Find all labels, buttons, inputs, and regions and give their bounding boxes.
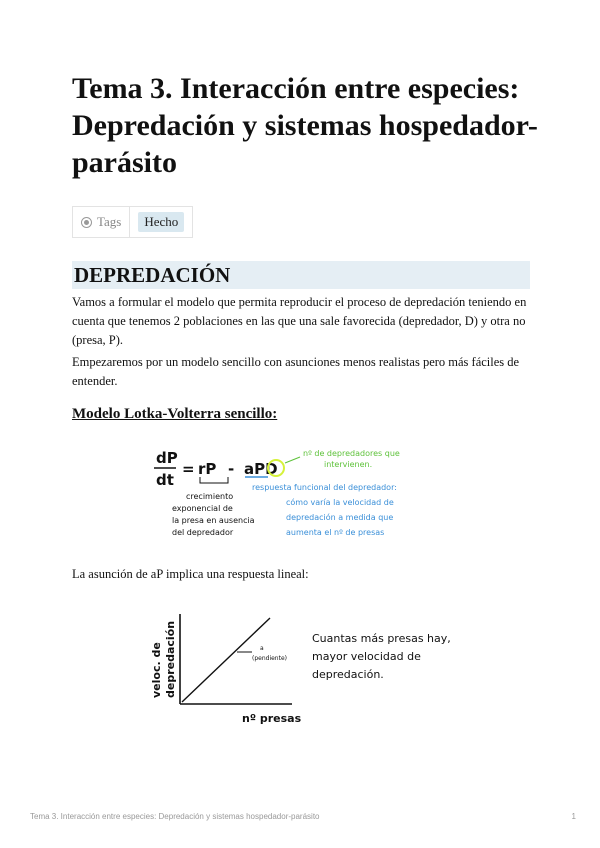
- green-note-line1: nº de depredadores que: [303, 449, 400, 458]
- tags-value: [130, 207, 192, 237]
- page-title: Tema 3. Interacción entre especies: Depredación y sistemas hospedador-parásito: [72, 72, 538, 179]
- green-arrow: [285, 457, 300, 463]
- paragraph-linear-response: La asunción de aP implica una respuesta lineal:: [72, 567, 309, 581]
- term-aPD: aPD: [244, 460, 278, 478]
- blue-note-line2: cómo varía la velocidad de: [286, 498, 394, 507]
- footer-title: Tema 3. Interacción entre especies: Depredación y sistemas hospedador-parásito: [30, 812, 320, 821]
- equation-figure: [148, 443, 448, 551]
- blue-note-line3: depredación a medida que: [286, 513, 394, 522]
- caption-line3: depredación.: [312, 668, 384, 681]
- black-note-line3: la presa en ausencia: [172, 516, 255, 525]
- fraction-denominator: dt: [156, 471, 174, 489]
- minus-sign: -: [228, 460, 235, 478]
- equals-sign: =: [182, 460, 195, 478]
- tag-chip[interactable]: Hecho: [138, 212, 184, 232]
- subheading-lotka-volterra: Modelo Lotka-Volterra sencillo:: [72, 406, 278, 422]
- slope-label-a: a: [260, 645, 264, 652]
- slope-label-pendiente: (pendiente): [252, 655, 287, 662]
- paragraph-simple-model: Empezaremos por un modelo sencillo con asunciones menos realistas pero más fáciles de entender.: [72, 355, 520, 388]
- caption-line1: Cuantas más presas hay,: [312, 632, 451, 645]
- tag-icon: [81, 217, 92, 228]
- paragraph-intro: Vamos a formular el modelo que permita reproducir el proceso de depredación teniendo en cuenta que tenemos 2 poblaciones en las que una sale favorecida (depredador, D) y otra no (presa, P).: [72, 295, 527, 347]
- caption-line2: mayor velocidad de: [312, 650, 421, 663]
- page-footer: [30, 812, 576, 821]
- black-note-line4: del depredador: [172, 528, 234, 537]
- tags-label: Tags: [97, 214, 122, 229]
- page-number: 1: [571, 812, 576, 821]
- x-label: nº presas: [242, 712, 302, 725]
- tags-property: [72, 206, 193, 238]
- fraction-numerator: dP: [156, 449, 178, 467]
- section-heading: DEPREDACIÓN: [72, 261, 530, 289]
- term-rP: rP: [198, 460, 217, 478]
- black-note-line2: exponencial de: [172, 504, 233, 513]
- y-label-line1: veloc. de: [150, 642, 163, 698]
- black-note-line1: crecimiento: [186, 492, 234, 501]
- linear-response-graph: [142, 606, 462, 730]
- blue-note-line1: respuesta funcional del depredador:: [252, 483, 397, 492]
- blue-note-line4: aumenta el nº de presas: [286, 528, 385, 537]
- y-label-line2: depredación: [164, 620, 177, 698]
- green-note-line2: intervienen.: [324, 460, 373, 469]
- tags-key: [73, 207, 130, 237]
